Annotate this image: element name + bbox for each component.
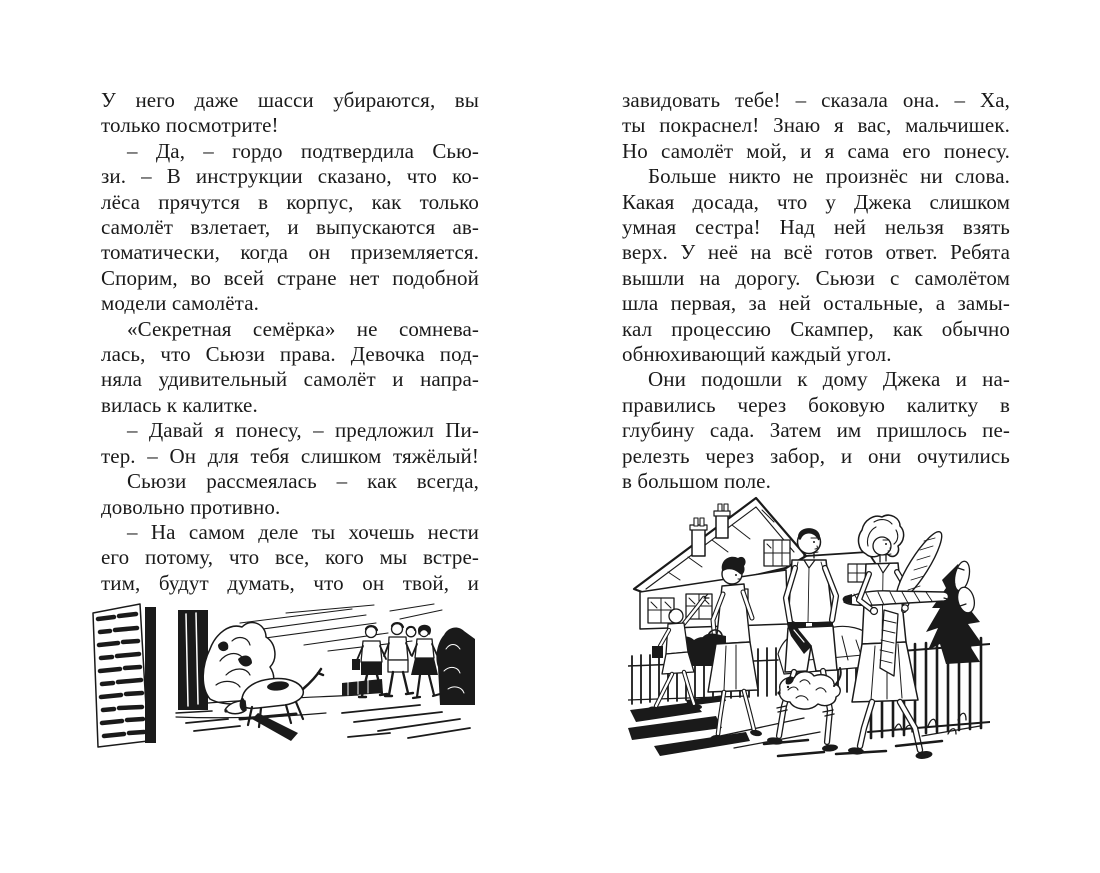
text-line: релезть через забор, и они очутились (622, 443, 1010, 468)
text-line: няла удивительный самолёт и напра- (101, 367, 479, 392)
text-line: шла первая, за ней остальные, а замы- (622, 291, 1010, 316)
small-case (652, 646, 663, 658)
illustration-children-with-airplane (628, 494, 990, 766)
text-line: тим, будут думать, что он твой, и (101, 570, 479, 595)
illustration-dog-and-gate (90, 601, 475, 749)
text-line: лёса прячутся в корпус, как только (101, 189, 479, 214)
text-line: тер. – Он для тебя слишком тяжёлый! (101, 443, 479, 468)
text-line: в большом поле. (622, 469, 771, 494)
text-line: довольно противно. (101, 494, 281, 519)
brick-wall (93, 604, 156, 747)
text-line: ты покраснел! Знаю я вас, мальчишек. (622, 113, 1010, 138)
text-line: Сьюзи рассмеялась – как всегда, (127, 469, 479, 494)
text-line: правились через боковую калитку в (622, 392, 1010, 417)
gate-post (145, 607, 156, 743)
text-line: модели самолёта. (101, 291, 259, 316)
text-line: его потому, что все, кого мы встре- (101, 545, 479, 570)
text-line: глубину сада. Затем им пришлось пе- (622, 418, 1010, 443)
text-line: верх. У неё на всё готов ответ. Ребята (622, 240, 1010, 265)
text-line: Они подошли к дому Джека и на- (648, 367, 1010, 392)
text-line: только посмотрите! (101, 113, 279, 138)
text-line: Но самолёт мой, и я сама его понесу. (622, 138, 1010, 163)
left-page-text (101, 88, 479, 596)
text-line: обнюхивающий каждый угол. (622, 342, 892, 367)
text-line: «Секретная семёрка» не сомнева- (127, 316, 479, 341)
text-line: завидовать тебе! – сказала она. – Ха, (622, 88, 1010, 112)
text-line: зи. – В инструкции сказано, что ко- (101, 164, 479, 189)
text-line: У него даже шасси убираются, вы (101, 88, 479, 112)
right-page-text (622, 88, 1010, 495)
text-line: Спорим, во всей стране нет подобной (101, 265, 479, 290)
text-line: кал процессию Скампер, как обычно (622, 316, 1010, 341)
dog-nose (224, 709, 227, 712)
dog-nose (777, 691, 780, 694)
text-line: Какая досада, что у Джека слишком (622, 189, 1010, 214)
children-group (342, 623, 440, 698)
girl-hand (871, 608, 878, 615)
text-line: Больше никто не произнёс ни слова. (648, 164, 1010, 189)
hedge (436, 628, 475, 705)
text-line: томатически, когда он приземляется. (101, 240, 479, 265)
text-line: умная сестра! Над ней нельзя взять (622, 215, 1010, 240)
girl-hand (902, 605, 908, 611)
text-line: – Давай я понесу, – предложил Пи- (127, 418, 479, 443)
text-line: самолёт взлетает, и выпускаются ав- (101, 215, 479, 240)
text-line: лась, что Сьюзи права. Девочка под- (101, 342, 479, 367)
text-line: – На самом деле ты хочешь нести (127, 519, 479, 544)
text-line: вышли на дорогу. Сьюзи с самолётом (622, 265, 1010, 290)
text-line: вилась к калитке. (101, 392, 258, 417)
text-line: – Да, – гордо подтвердила Сью- (127, 138, 479, 163)
